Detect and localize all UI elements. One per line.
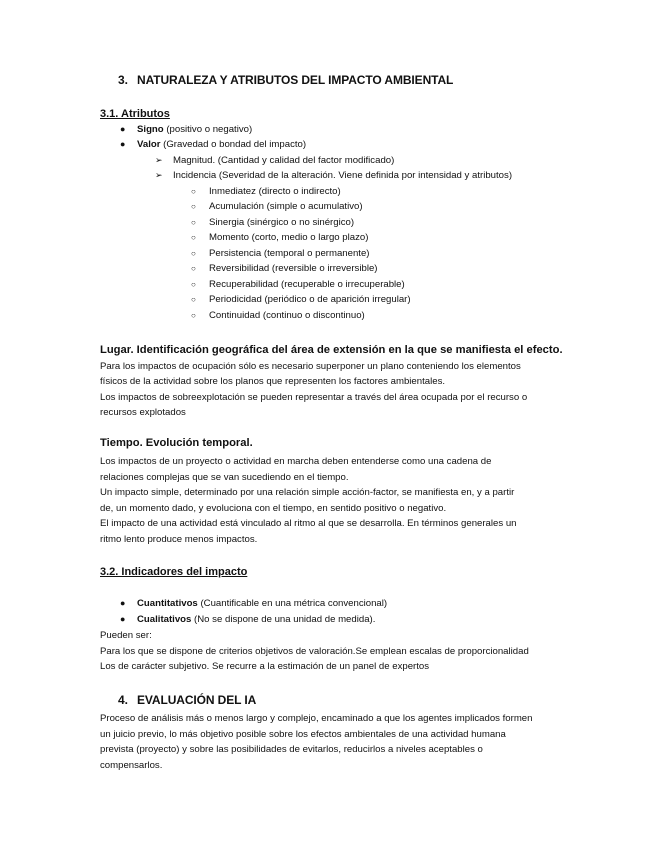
list-item [120,124,252,135]
paragraph-line: relaciones complejas que se van sucediendo en el tiempo. [100,472,349,483]
bullet-icon: ● [120,124,126,134]
paragraph-line: Pueden ser: [100,630,152,641]
paragraph-line: El impacto de una actividad está vinculado al ritmo al que se desarrolla. En términos generales un [100,518,517,529]
item-term: Cualitativos [137,614,192,625]
circle-bullet-icon: ○ [191,233,196,242]
item-term: Valor [137,139,161,150]
incidencia-text: Momento (corto, medio o largo plazo) [209,232,369,243]
bullet-icon: ● [120,614,126,624]
incidencia-item [191,263,377,274]
incidencia-text: Acumulación (simple o acumulativo) [209,201,363,212]
circle-bullet-icon: ○ [191,218,196,227]
lugar-heading: Lugar. Identificación geográfica del área de extensión en la que se manifiesta el efecto. [100,344,563,356]
arrow-bullet-icon: ➢ [155,170,163,180]
item-term: Cuantitativos [137,598,198,609]
incidencia-item [191,217,354,228]
section-number: 4. [118,693,128,707]
incidencia-item [191,310,365,321]
paragraph-line: Para los impactos de ocupación sólo es necesario superponer un plano conteniendo los elementos [100,361,521,372]
circle-bullet-icon: ○ [191,295,196,304]
circle-bullet-icon: ○ [191,311,196,320]
paragraph-line: de, un momento dado, y evoluciona con el tiempo, en sentido positivo o negativo. [100,503,447,514]
paragraph-line: físicos de la actividad sobre los planos que representen los factores ambientales. [100,376,446,387]
paragraph-line: Los de carácter subjetivo. Se recurre a la estimación de un panel de expertos [100,661,430,672]
paragraph-line: Los impactos de sobreexplotación se pueden representar a través del área ocupada por el recurso o [100,392,528,403]
paragraph-line: Un impacto simple, determinado por una relación simple acción-factor, se manifiesta en, y a partir [100,487,515,498]
tiempo-heading: Tiempo. Evolución temporal. [100,437,253,449]
paragraph-line: Los impactos de un proyecto o actividad en marcha deben entenderse como una cadena de [100,456,492,467]
incidencia-text: Reversibilidad (reversible o irreversible) [209,263,378,274]
bullet-icon: ● [120,139,126,149]
circle-bullet-icon: ○ [191,249,196,258]
item-term: Signo [137,124,164,135]
bullet-icon: ● [120,598,126,608]
incidencia-item [191,279,405,290]
paragraph-line: compensarlos. [100,760,163,771]
sub-item-text: Incidencia (Severidad de la alteración. Viene definida por intensidad y atributos) [173,170,513,181]
paragraph-line: prevista (proyecto) y sobre las posibilidades de evitarlos, reducirlos a niveles aceptables o [100,744,483,755]
paragraph-line: un juicio previo, lo más objetivo posible sobre los efectos ambientales de una actividad humana [100,729,506,740]
section-4-heading [118,693,256,707]
item-desc: (Gravedad o bondad del impacto) [160,139,307,150]
section-number: 3. [118,73,128,87]
incidencia-text: Periodicidad (periódico o de aparición irregular) [209,294,411,305]
arrow-bullet-icon: ➢ [155,155,163,165]
incidencia-item [191,294,411,305]
incidencia-text: Continuidad (continuo o discontinuo) [209,310,365,321]
list-item [120,614,375,625]
incidencia-text: Inmediatez (directo o indirecto) [209,186,341,197]
section-3-heading [118,73,453,87]
circle-bullet-icon: ○ [191,187,196,196]
circle-bullet-icon: ○ [191,264,196,273]
incidencia-text: Persistencia (temporal o permanente) [209,248,370,259]
incidencia-item [191,232,368,243]
incidencia-item [191,186,341,197]
paragraph-line: ritmo lento produce menos impactos. [100,534,258,545]
circle-bullet-icon: ○ [191,202,196,211]
paragraph-line: Para los que se dispone de criterios objetivos de valoración.Se emplean escalas de proporcionalidad [100,646,529,657]
incidencia-item [191,248,370,259]
incidencia-text: Recuperabilidad (recuperable o irrecuperable) [209,279,405,290]
paragraph-line: Proceso de análisis más o menos largo y complejo, encaminado a que los agentes implicados formen [100,713,533,724]
sub-list-item [155,155,394,166]
indicadores-heading: 3.2. Indicadores del impacto [100,566,248,578]
section-title: NATURALEZA Y ATRIBUTOS DEL IMPACTO AMBIENTAL [137,73,454,87]
atributos-heading: 3.1. Atributos [100,108,170,120]
paragraph-line: recursos explotados [100,407,186,418]
sub-item-text: Magnitud. (Cantidad y calidad del factor modificado) [173,155,395,166]
incidencia-text: Sinergia (sinérgico o no sinérgico) [209,217,355,228]
item-desc: (positivo o negativo) [163,124,253,135]
item-desc: (Cuantificable en una métrica convencional) [197,598,388,609]
circle-bullet-icon: ○ [191,280,196,289]
item-desc: (No se dispone de una unidad de medida). [191,614,376,625]
incidencia-item [191,201,363,212]
sub-list-item [155,170,512,181]
list-item [120,139,306,150]
list-item [120,598,387,609]
section-title: EVALUACIÓN DEL IA [137,693,257,707]
